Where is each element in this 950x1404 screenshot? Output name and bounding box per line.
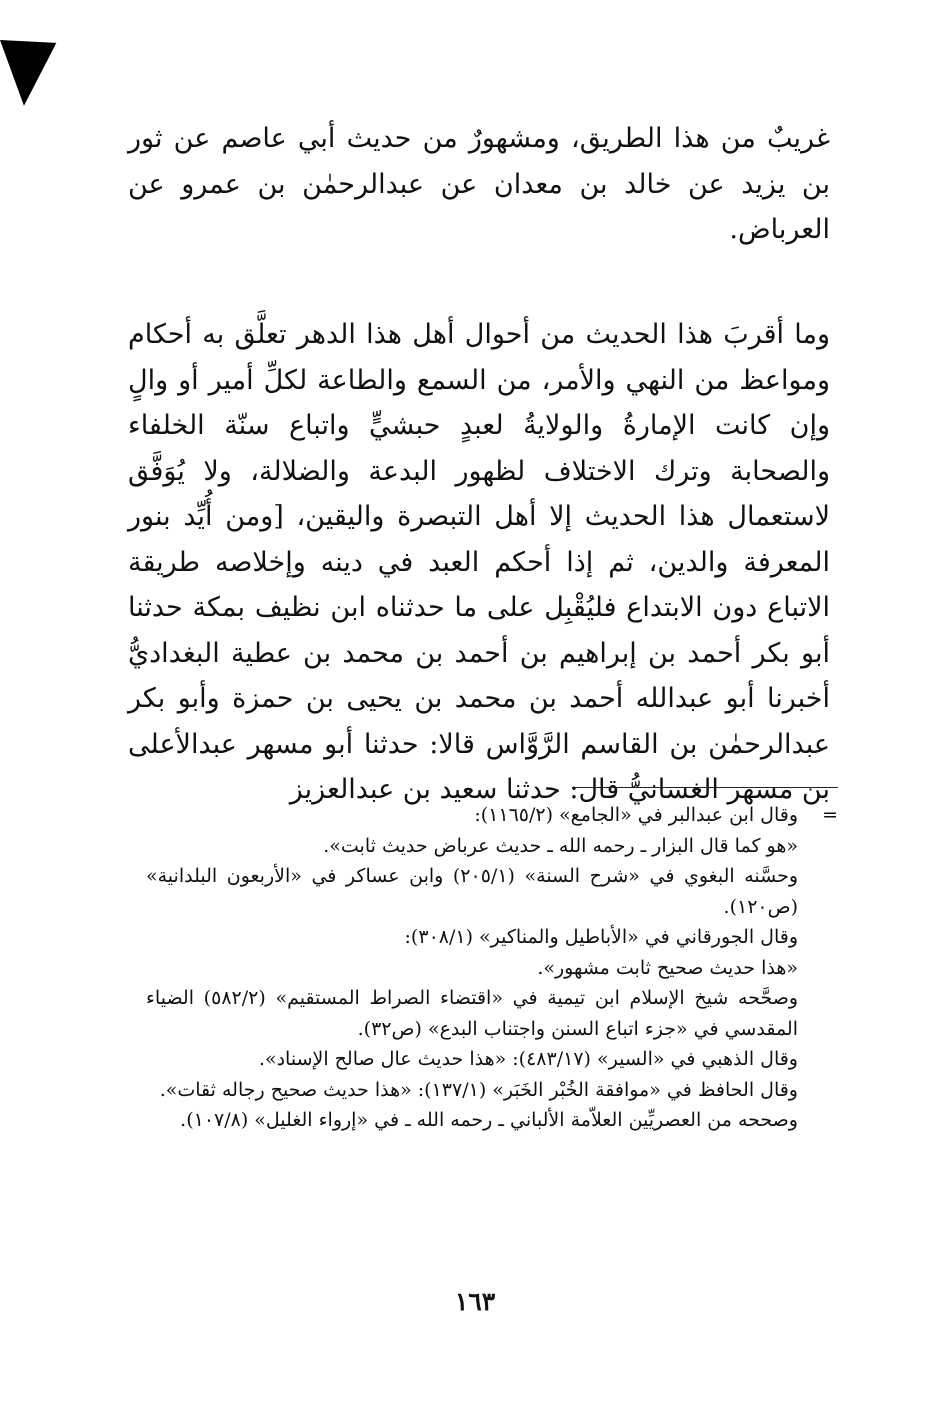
body-paragraph-2: وما أقربَ هذا الحديث من أحوال أهل هذا الدهر تعلَّق به أحكام ومواعظ من النهي والأمر، من السمع والطاعة لكلِّ أمير أو والٍ وإن كانت الإمارةُ والولايةُ لعبدٍ حبشيٍّ واتباع سنّة الخلفاء والصحابة وترك الاختلاف لظهور البدعة والضلالة، ولا يُوَفَّق لاستعمال هذا الحديث إلا أهل التبصرة واليقين، [ومن أُيِّد بنور المعرفة والدين، ثم إذا أحكم العبد في دينه وإخلاصه طريقة الاتباع دون الابتداع فليُقْبِل على ما حدثناه ابن نظيف بمكة حدثنا أبو بكر أحمد بن إبراهيم بن أحمد بن محمد بن عطية البغداديُّ أخبرنا أبو عبدالله أحمد بن محمد بن يحيى بن حمزة وأبو بكر عبدالرحمٰن بن القاسم الرَّوَّاس قالا: حدثنا أبو مسهر عبدالأعلى بن مسهر الغسانيُّ قال: حدثنا سعيد بن عبدالعزيز [128,319,830,805]
body-paragraph-1: غريبٌ من هذا الطريق، ومشهورٌ من حديث أبي عاصم عن ثور بن يزيد عن خالد بن معدان عن عبدالرحمٰن بن عمرو عن العرباض. [128,123,830,245]
footnote-line: وقال ابن عبدالبر في «الجامع» (١١٦٥/٢): [474,804,798,826]
footnote-line: «هذا حديث صحيح ثابت مشهور». [537,956,798,979]
footnote-separator [572,787,838,788]
page-corner-mark [0,22,73,106]
footnote-line: وصححه من العصريِّين العلاّمة الألباني ـ رحمه الله ـ في «إرواء الغليل» (١٠٧/٨). [180,1109,798,1131]
footnote-line: وقال الجورقاني في «الأباطيل والمناكير» (٣٠٨/١): [404,926,798,948]
footnote-line: وحسَّنه البغوي في «شرح السنة» (٢٠٥/١) وابن عساكر في «الأربعون البلدانية» (ص١٢٠). [146,865,798,918]
footnote-line: «هو كما قال البزار ـ رحمه الله ـ حديث عرباض حديث ثابت». [323,834,798,857]
page-number: ١٦٣ [454,1287,496,1316]
footnotes [146,800,838,1136]
footnote-line: وقال الذهبي في «السير» (٤٨٣/١٧): «هذا حديث عال صالح الإسناد». [258,1048,798,1070]
footnote-continuation-marker: = [822,804,838,826]
footnote-line: وصحَّحه شيخ الإسلام ابن تيمية في «اقتضاء الصراط المستقيم» (٥٨٢/٢) الضياء المقدسي في «جزء اتباع السنن واجتناب البدع» (ص٣٢). [146,987,799,1040]
footnote-line: وقال الحافظ في «موافقة الخُبْر الخَبَر» (١٣٧/١): «هذا حديث صحيح رجاله ثقات». [159,1078,798,1101]
